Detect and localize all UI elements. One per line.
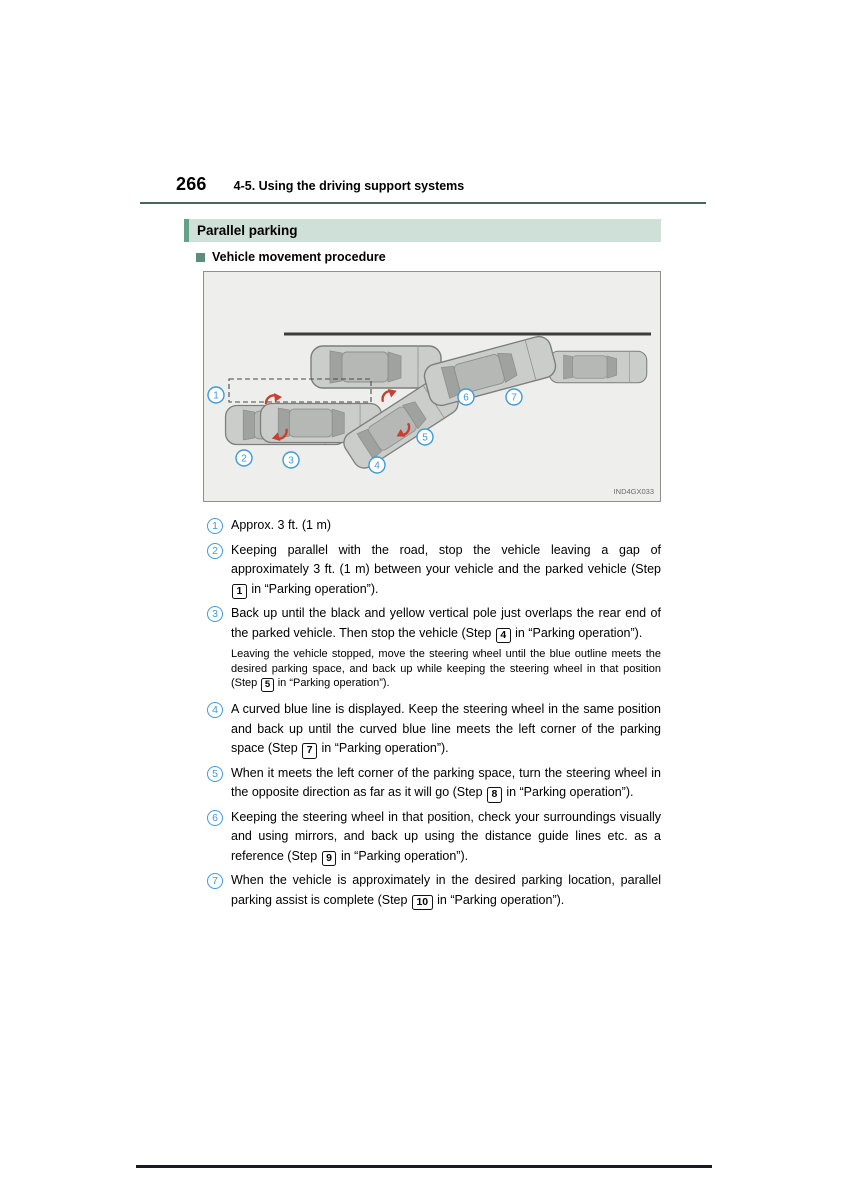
header-title: 4-5. Using the driving support systems [233, 179, 465, 193]
svg-text:5: 5 [422, 432, 428, 444]
svg-text:6: 6 [463, 392, 469, 404]
step-body [231, 604, 661, 695]
page-header [176, 174, 464, 195]
inline-step-box: 8 [487, 787, 502, 803]
diagram-step-marker [458, 389, 474, 405]
step-text: Keeping the steering wheel in that position, check your surroundings visually and using mirrors, and back up using the distance guide lines etc. as a reference (Step 9 in “Parking operation”). [231, 808, 661, 867]
header-rule [140, 202, 706, 204]
step-number-badge: 3 [207, 606, 223, 622]
diagram-step-marker [236, 450, 252, 466]
step-note: Leaving the vehicle stopped, move the steering wheel until the blue outline meets the desired parking space, and back up while keeping the steering wheel in that position (Step 5 in “Parking operation”). [231, 648, 661, 691]
procedure-step [207, 604, 661, 695]
footer-rule [136, 1165, 712, 1168]
step-text: When the vehicle is approximately in the desired parking location, parallel parking assist is complete (Step 10 in “Parking operation”). [231, 871, 661, 910]
inline-step-box: 5 [261, 678, 273, 692]
step-body [231, 516, 661, 536]
procedure-steps [207, 516, 661, 915]
procedure-step [207, 700, 661, 759]
procedure-step [207, 764, 661, 803]
diagram-step-marker [283, 452, 299, 468]
inline-step-box: 7 [302, 743, 317, 759]
step-text: Back up until the black and yellow vertical pole just overlaps the rear end of the parked vehicle. Then stop the vehicle (Step 4 in “Parking operation”). [231, 604, 661, 643]
step-body [231, 700, 661, 759]
step-text: Approx. 3 ft. (1 m) [231, 518, 332, 532]
step-body [231, 808, 661, 867]
parked-car-left [311, 346, 441, 388]
step-number-badge: 1 [207, 518, 223, 534]
procedure-step [207, 808, 661, 867]
step-text: A curved blue line is displayed. Keep the steering wheel in the same position and back up until the curved blue line meets the left corner of the parking space (Step 7 in “Parking operation”). [231, 700, 661, 759]
subsection-heading [196, 250, 386, 264]
step-number-badge: 4 [207, 702, 223, 718]
diagram-step-marker [208, 387, 224, 403]
step-text: Keeping parallel with the road, stop the vehicle leaving a gap of approximately 3 ft. (1 m) between your vehicle and the parked vehicle (Step 1 in “Parking operation”). [231, 541, 661, 600]
step-body [231, 764, 661, 803]
parking-diagram [203, 271, 661, 502]
diagram-step-marker [506, 389, 522, 405]
parking-diagram-svg [204, 272, 660, 501]
svg-text:2: 2 [241, 453, 247, 465]
svg-text:7: 7 [511, 392, 517, 404]
step-number-badge: 2 [207, 543, 223, 559]
procedure-step [207, 871, 661, 910]
inline-step-box: 9 [322, 851, 337, 867]
step-text: When it meets the left corner of the parking space, turn the steering wheel in the opposite direction as far as it will go (Step 8 in “Parking operation”). [231, 764, 661, 803]
step-number-badge: 5 [207, 766, 223, 782]
steering-arrow [380, 387, 398, 402]
step-number-badge: 7 [207, 873, 223, 889]
parked-car-right [549, 351, 647, 383]
diagram-step-marker [417, 429, 433, 445]
inline-step-box: 1 [232, 584, 247, 600]
subject-car-entering [422, 334, 558, 408]
step-body [231, 541, 661, 600]
section-title: Parallel parking [197, 223, 298, 238]
inline-step-box: 4 [496, 628, 511, 644]
square-bullet-icon [196, 253, 205, 262]
section-title-bar [184, 219, 661, 242]
svg-text:3: 3 [288, 455, 294, 467]
page-number: 266 [176, 174, 207, 194]
svg-text:4: 4 [374, 460, 380, 472]
step-body [231, 871, 661, 910]
subsection-title: Vehicle movement procedure [212, 250, 386, 264]
figure-code: IND4GX033 [613, 487, 654, 496]
procedure-step [207, 516, 661, 536]
procedure-step [207, 541, 661, 600]
svg-text:1: 1 [213, 390, 219, 402]
diagram-step-marker [369, 457, 385, 473]
inline-step-box: 10 [412, 895, 433, 911]
step-number-badge: 6 [207, 810, 223, 826]
